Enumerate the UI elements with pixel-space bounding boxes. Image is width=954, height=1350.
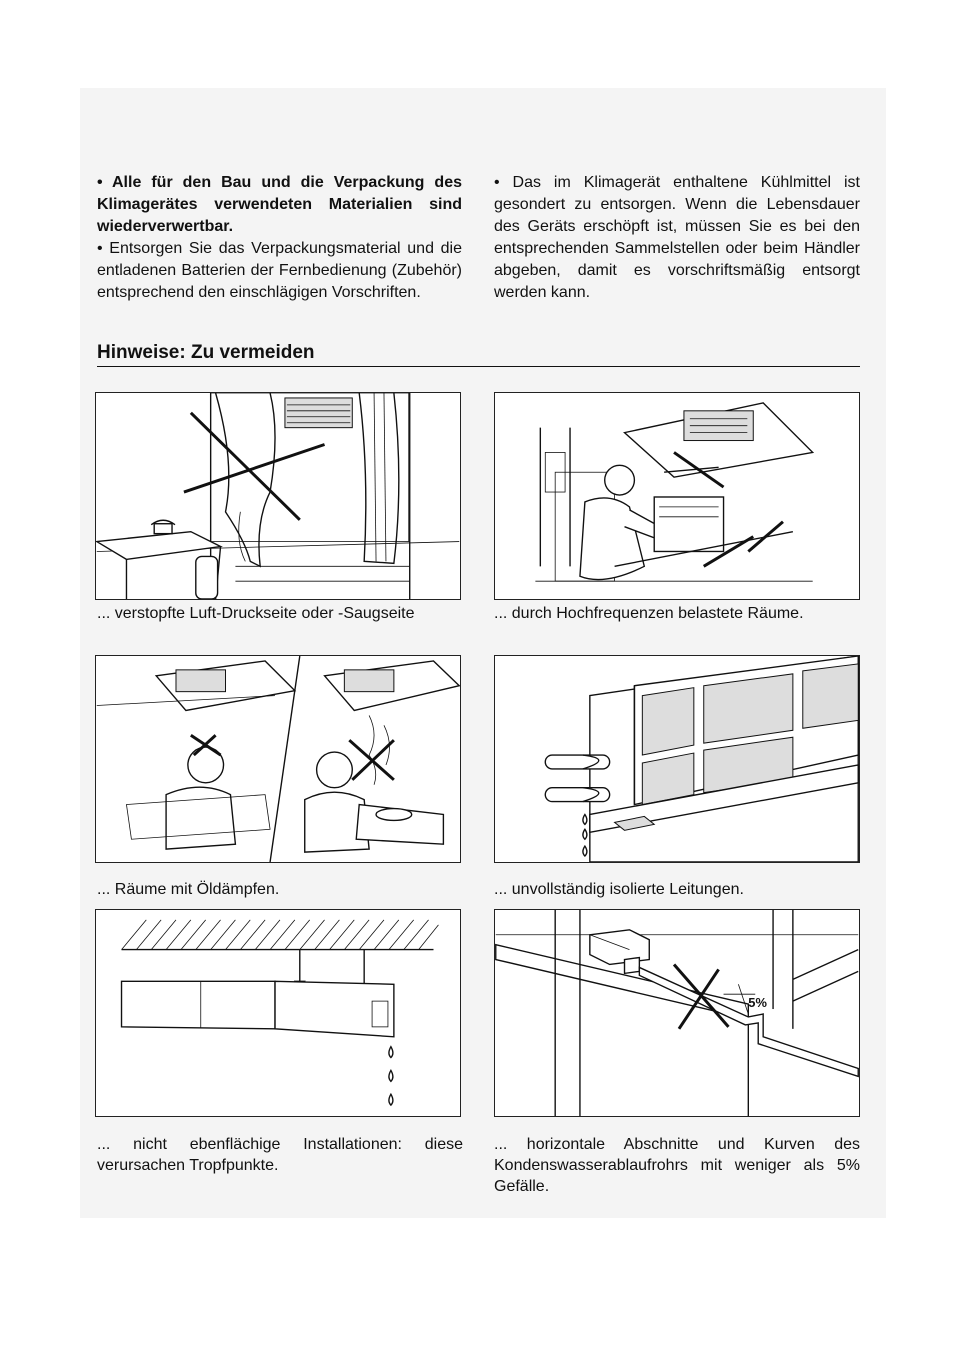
caption-uninsulated-pipes: ... unvollständig isolierte Leitungen. — [494, 881, 744, 898]
caption-drain-slope: ... horizontale Abschnitte und Kurven des Kondenswasserablaufrohrs mit weniger als 5% Gefälle. — [494, 1136, 860, 1195]
caption-blocked-vent: ... verstopfte Luft-Druckseite oder -Saugseite — [97, 605, 415, 622]
caption-uneven-installation: ... nicht ebenflächige Installationen: diese verursachen Tropfpunkte. — [97, 1136, 463, 1174]
slope-label: 5% — [748, 995, 767, 1011]
high-frequency-illustration — [494, 392, 860, 600]
recycling-note: • Alle für den Bau und die Verpackung des Klimagerätes verwendeten Materialien sind wiederverwertbar. — [97, 174, 462, 235]
refrigerant-note: • Das im Klimagerät enthaltene Kühlmittel ist gesondert zu entsorgen. Wenn die Lebensdauer des Geräts erschöpft ist, müssen Sie es bei den entsprechenden Sammelstellen oder beim Händler abgeben, damit es vorschriftsmäßig entsorgt werden kann. — [494, 174, 860, 301]
blocked-vent-illustration — [95, 392, 461, 600]
caption-oil-vapor: ... Räume mit Öldämpfen. — [97, 881, 280, 898]
intro-right-column — [494, 172, 860, 304]
intro-left-column — [97, 172, 462, 304]
oil-vapor-illustration — [95, 655, 461, 863]
uninsulated-pipes-illustration — [494, 655, 860, 863]
drain-slope-illustration — [494, 909, 860, 1117]
disposal-note: • Entsorgen Sie das Verpackungsmaterial und die entladenen Batterien der Fernbedienung (Zubehör) entsprechend den einschlägigen Vorschriften. — [97, 240, 462, 301]
caption-high-frequency: ... durch Hochfrequenzen belastete Räume. — [494, 605, 804, 622]
uneven-installation-illustration — [95, 909, 461, 1117]
section-title: Hinweise: Zu vermeiden — [97, 342, 860, 367]
